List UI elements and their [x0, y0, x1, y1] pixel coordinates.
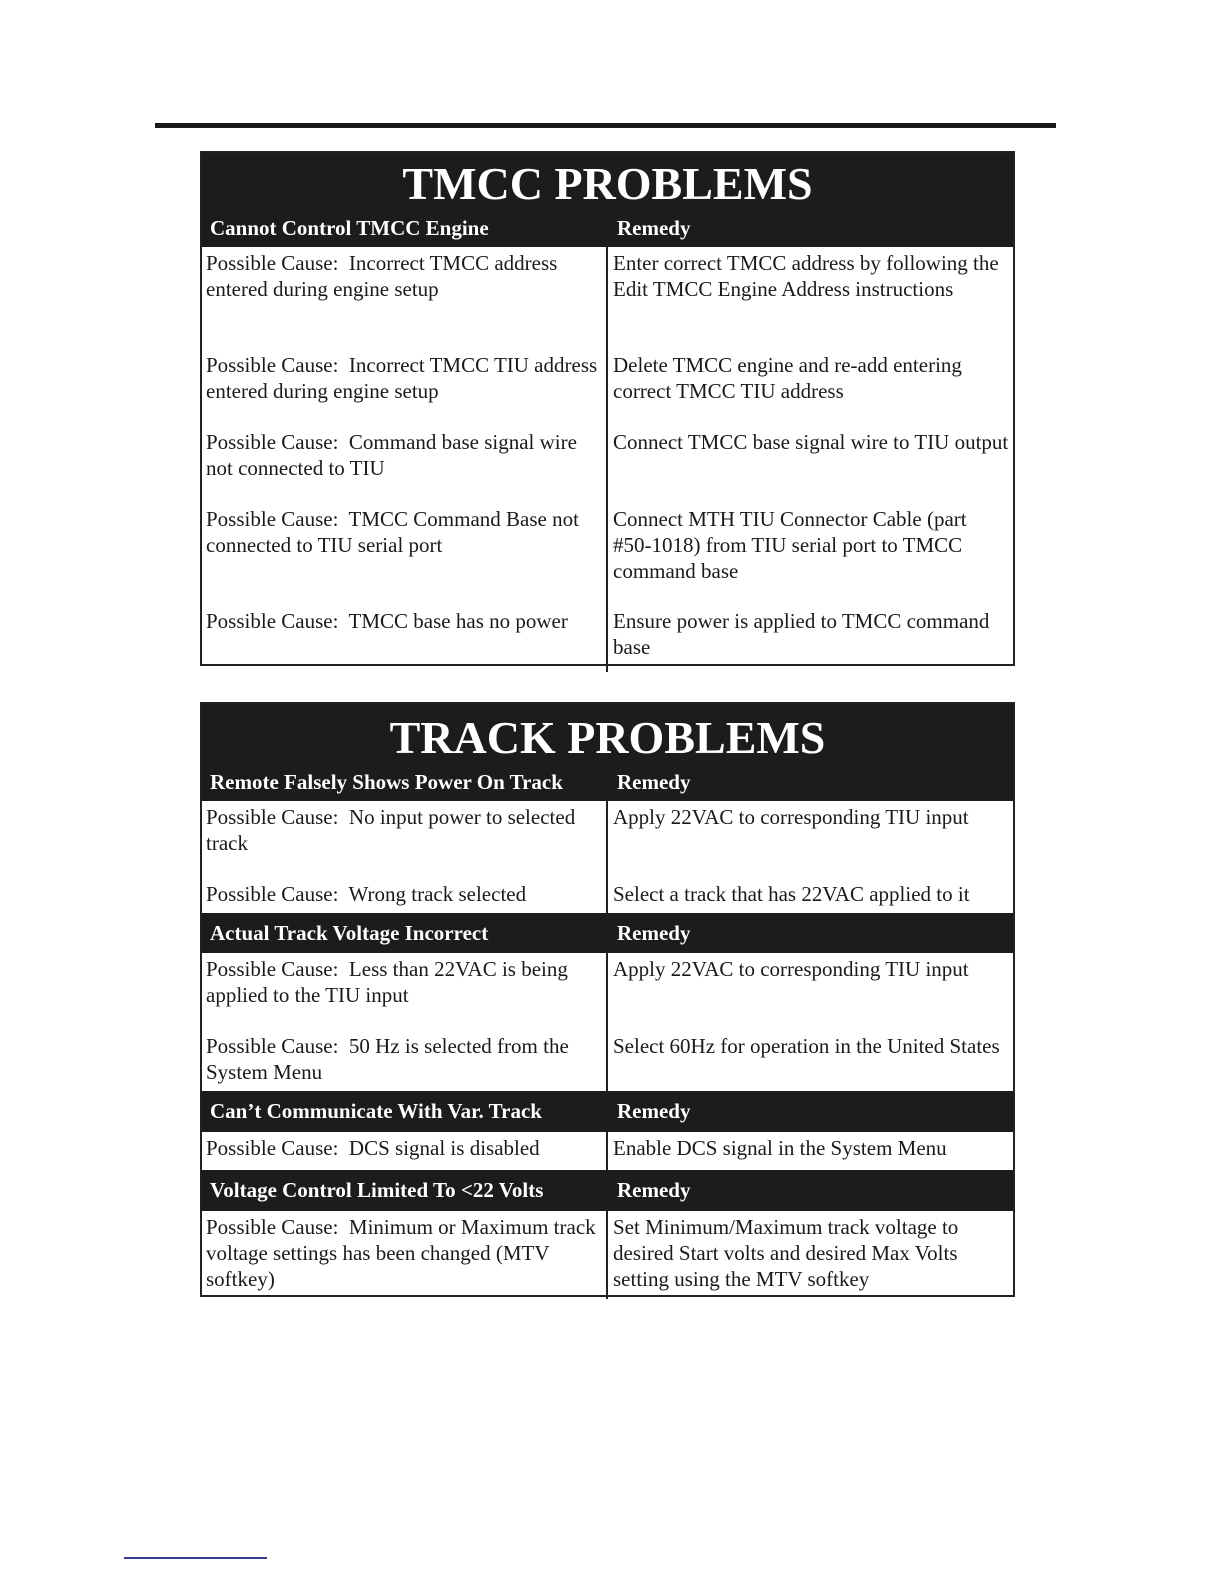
- cause-cell: Possible Cause: Wrong track selected: [206, 882, 527, 906]
- track-section-header: [202, 1091, 1013, 1132]
- remedy-cell: Select a track that has 22VAC applied to it: [613, 882, 970, 906]
- remedy-column: [608, 801, 1013, 913]
- cause-column: [202, 1132, 608, 1170]
- top-rule: [155, 123, 1056, 128]
- track-section-rows: [202, 953, 1013, 1091]
- remedy-cell: Delete TMCC engine and re-add entering correct TMCC TIU address: [613, 353, 968, 403]
- track-section-header: [202, 763, 1013, 801]
- cause-cell: Possible Cause: Command base signal wire not connected to TIU: [206, 430, 583, 480]
- tmcc-cause-column: [202, 247, 608, 672]
- tmcc-title-bar: [202, 153, 1013, 209]
- section-issue-header: Can’t Communicate With Var. Track: [210, 1099, 542, 1123]
- remedy-column: [608, 1132, 1013, 1170]
- cause-cell: Possible Cause: DCS signal is disabled: [206, 1136, 540, 1160]
- track-section-rows: [202, 1211, 1013, 1299]
- tmcc-rows: [202, 247, 1013, 672]
- cause-column: [202, 801, 608, 913]
- remedy-cell: Set Minimum/Maximum track voltage to desired Start volts and desired Max Volts setting using the MTV softkey: [613, 1215, 964, 1291]
- tmcc-remedy-column: [608, 247, 1013, 672]
- track-problems-table: [200, 702, 1015, 1297]
- section-remedy-header: Remedy: [617, 1099, 691, 1123]
- remedy-cell: Enter correct TMCC address by following the Edit TMCC Engine Address instructions: [613, 251, 1004, 301]
- remedy-cell: Apply 22VAC to corresponding TIU input: [613, 805, 969, 829]
- track-section-rows: [202, 801, 1013, 913]
- remedy-cell: Ensure power is applied to TMCC command base: [613, 609, 995, 659]
- tmcc-problems-table: [200, 151, 1015, 666]
- tmcc-header-row: [202, 209, 1013, 247]
- remedy-column: [608, 953, 1013, 1091]
- remedy-cell: Connect TMCC base signal wire to TIU output: [613, 430, 1009, 454]
- track-section-header: [202, 1170, 1013, 1211]
- cause-cell: Possible Cause: No input power to selected track: [206, 805, 581, 855]
- track-title-bar: [202, 704, 1013, 763]
- section-remedy-header: Remedy: [617, 1178, 691, 1202]
- cause-cell: Possible Cause: Incorrect TMCC address entered during engine setup: [206, 251, 563, 301]
- section-issue-header: Voltage Control Limited To <22 Volts: [210, 1178, 544, 1202]
- remedy-cell: Select 60Hz for operation in the United States: [613, 1034, 1000, 1058]
- remedy-cell: Connect MTH TIU Connector Cable (part #50-1018) from TIU serial port to TMCC command base: [613, 507, 972, 583]
- cause-column: [202, 1211, 608, 1299]
- remedy-cell: Apply 22VAC to corresponding TIU input: [613, 957, 969, 981]
- cause-cell: Possible Cause: Less than 22VAC is being applied to the TIU input: [206, 957, 574, 1007]
- remedy-column: [608, 1211, 1013, 1299]
- track-title: TRACK PROBLEMS: [389, 712, 826, 763]
- tmcc-title: TMCC PROBLEMS: [402, 158, 813, 209]
- footer-rule: [124, 1557, 267, 1559]
- section-remedy-header: Remedy: [617, 769, 691, 794]
- tmcc-remedy-header: Remedy: [617, 215, 691, 240]
- track-section-rows: [202, 1132, 1013, 1170]
- cause-cell: Possible Cause: TMCC Command Base not connected to TIU serial port: [206, 507, 585, 557]
- cause-column: [202, 953, 608, 1091]
- section-issue-header: Actual Track Voltage Incorrect: [210, 920, 489, 945]
- track-section-header: [202, 913, 1013, 953]
- remedy-cell: Enable DCS signal in the System Menu: [613, 1136, 947, 1160]
- section-remedy-header: Remedy: [617, 920, 691, 945]
- tmcc-issue-header: Cannot Control TMCC Engine: [210, 215, 489, 240]
- section-issue-header: Remote Falsely Shows Power On Track: [210, 769, 563, 794]
- cause-cell: Possible Cause: Minimum or Maximum track voltage settings has been changed (MTV softkey): [206, 1215, 601, 1291]
- cause-cell: Possible Cause: 50 Hz is selected from the System Menu: [206, 1034, 575, 1084]
- cause-cell: Possible Cause: Incorrect TMCC TIU address entered during engine setup: [206, 353, 603, 403]
- cause-cell: Possible Cause: TMCC base has no power: [206, 609, 568, 633]
